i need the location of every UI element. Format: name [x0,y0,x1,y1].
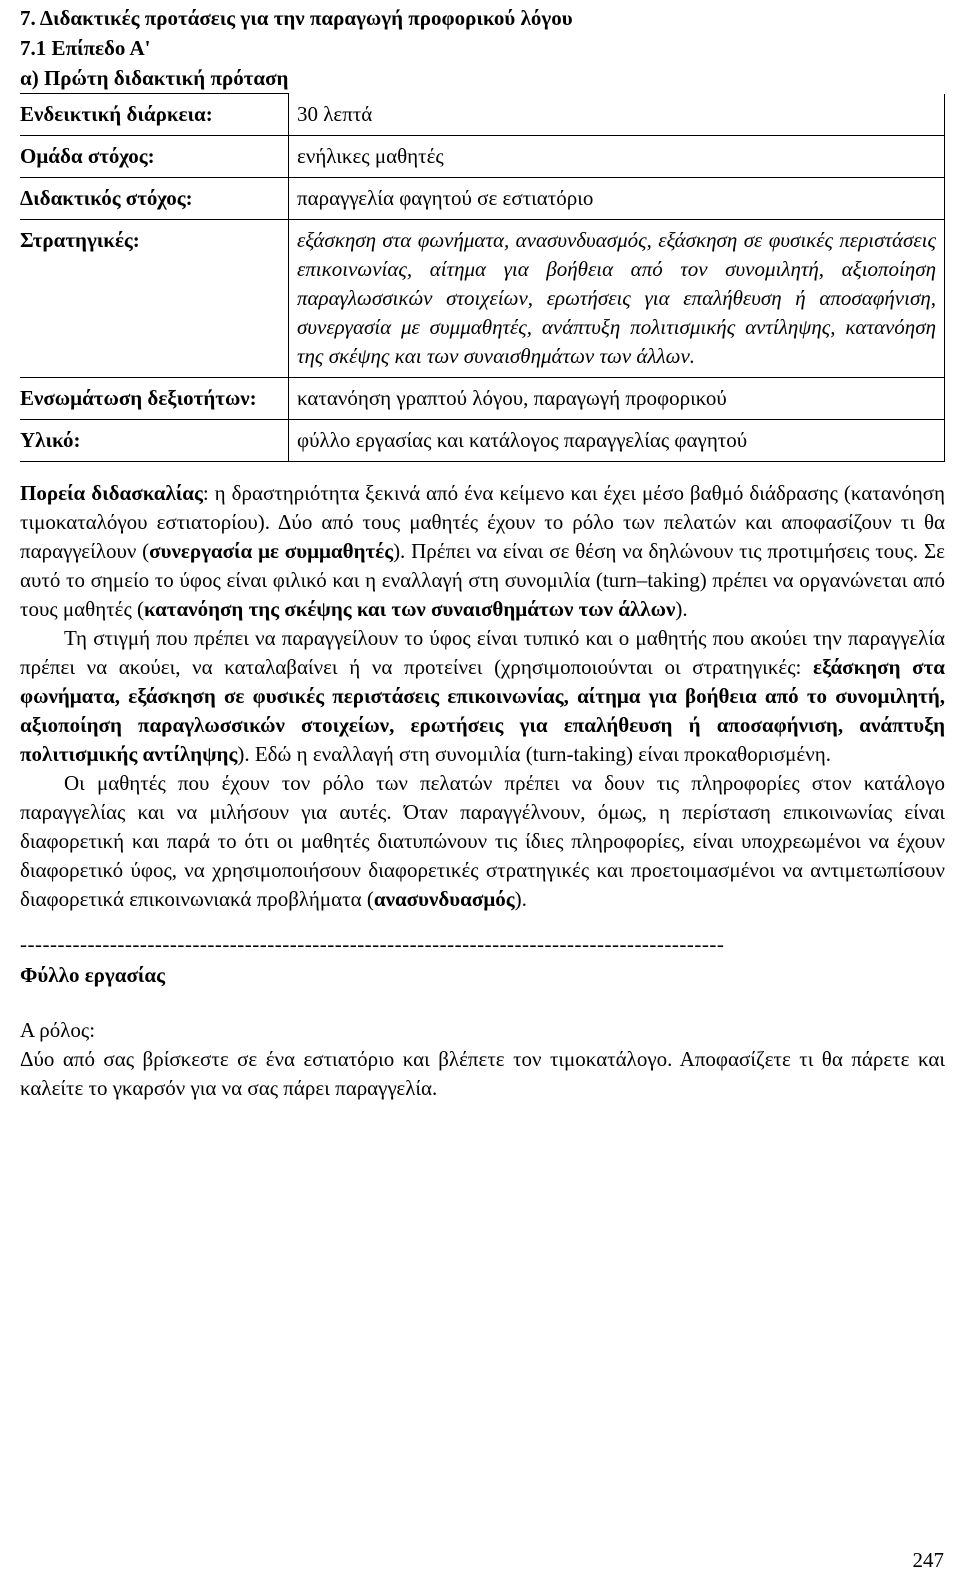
teaching-goal-label: Διδακτικός στόχος: [20,178,289,220]
target-group-value: ενήλικες μαθητές [289,136,945,178]
table-row [20,136,945,178]
table-row [20,94,945,136]
material-value: φύλλο εργασίας και κατάλογος παραγγελίας φαγητού [289,420,945,462]
course-paragraph-1: Πορεία διδασκαλίας: η δραστηριότητα ξεκινά από ένα κείμενο και έχει μέσο βαθμό διάδρασης (κατανόηση τιμοκαταλόγου εστιατορίου). Δύο από τους μαθητές έχουν το ρόλο των πελατών και αποφασίζουν τι θα παραγγείλουν (συνεργασία με συμμαθητές). Πρέπει να είναι σε θέση να δηλώνουν τις προτιμήσεις τους. Σε αυτό το σημείο το ύφος είναι φιλικό και η εναλλαγή στη συνομιλία (turn–taking) πρέπει να οργανώνεται από τους μαθητές (κατανόηση της σκέψης και των συναισθημάτων των άλλων). [20,481,945,621]
table-row [20,420,945,462]
document-page [20,0,945,1103]
strategies-label: Στρατηγικές: [20,220,289,378]
course-label: Πορεία διδασκαλίας [20,481,203,505]
strategies-value: εξάσκηση στα φωνήματα, ανασυνδυασμός, εξάσκηση σε φυσικές περιστάσεις επικοινωνίας, αίτημα για βοήθεια από τον συνομιλητή, αξιοποίηση παραγλωσσικών στοιχείων, ερωτήσεις για επαλήθευση ή αποσαφήνιση, συνεργασία με συμμαθητές, ανάπτυξη πολιτισμικής αντίληψης, κατανόηση της σκέψης και των συναισθημάτων των άλλων. [289,220,945,378]
target-group-label: Ομάδα στόχος: [20,136,289,178]
duration-label: Ενδεικτική διάρκεια: [20,94,289,136]
proposal-heading: α) Πρώτη διδακτική πρόταση [20,66,289,90]
worksheet-text: Δύο από σας βρίσκεστε σε ένα εστιατόριο και βλέπετε τον τιμοκατάλογο. Αποφασίζετε τι θα πάρετε και καλείτε το γκαρσόν για να σας πάρει παραγγελία. [20,1047,945,1100]
level-heading: 7.1 Επίπεδο Α' [20,36,151,60]
table-row [20,178,945,220]
section-heading: 7. Διδακτικές προτάσεις για την παραγωγή προφορικού λόγου [20,6,573,30]
skills-value: κατανόηση γραπτού λόγου, παραγωγή προφορικού [289,378,945,420]
table-row [20,378,945,420]
skills-label: Ενσωμάτωση δεξιοτήτων: [20,378,289,420]
divider: ---------------------------------------------------------------------------------------------- [20,932,725,956]
teaching-goal-value: παραγγελία φαγητού σε εστιατόριο [289,178,945,220]
page-number: 247 [912,1548,944,1572]
table-row [20,220,945,378]
info-table [20,93,945,462]
material-label: Υλικό: [20,420,289,462]
worksheet-role: Α ρόλος: [20,1018,96,1042]
worksheet-title: Φύλλο εργασίας [20,963,165,987]
duration-value: 30 λεπτά [289,94,945,136]
course-paragraph-3: Οι μαθητές που έχουν τον ρόλο των πελατών πρέπει να δουν τις πληροφορίες στον κατάλογο παραγγελίας και να μιλήσουν για αυτές. Όταν παραγγέλνουν, όμως, η περίσταση επικοινωνίας είναι διαφορετική και παρά το ότι οι μαθητές διατυπώνουν τις ίδιες πληροφορίες, είναι υποχρεωμένοι να έχουν διαφορετικό ύφος, να χρησιμοποιήσουν διαφορετικές στρατηγικές και προετοιμασμένοι να αντιμετωπίσουν διαφορετικά επικοινωνιακά προβλήματα (ανασυνδυασμός). [20,771,945,911]
course-paragraph-2: Τη στιγμή που πρέπει να παραγγείλουν το ύφος είναι τυπικό και ο μαθητής που ακούει την παραγγελία πρέπει να ακούει, να καταλαβαίνει ή να προτείνει (χρησιμοποιούνται οι στρατηγικές: εξάσκηση στα φωνήματα, εξάσκηση σε φυσικές περιστάσεις επικοινωνίας, αίτημα για βοήθεια από το συνομιλητή, αξιοποίηση παραγλωσσικών στοιχείων, ερωτήσεις για επαλήθευση ή αποσαφήνιση, ανάπτυξη πολιτισμικής αντίληψης). Εδώ η εναλλαγή στη συνομιλία (turn-taking) είναι προκαθορισμένη. [20,626,945,766]
